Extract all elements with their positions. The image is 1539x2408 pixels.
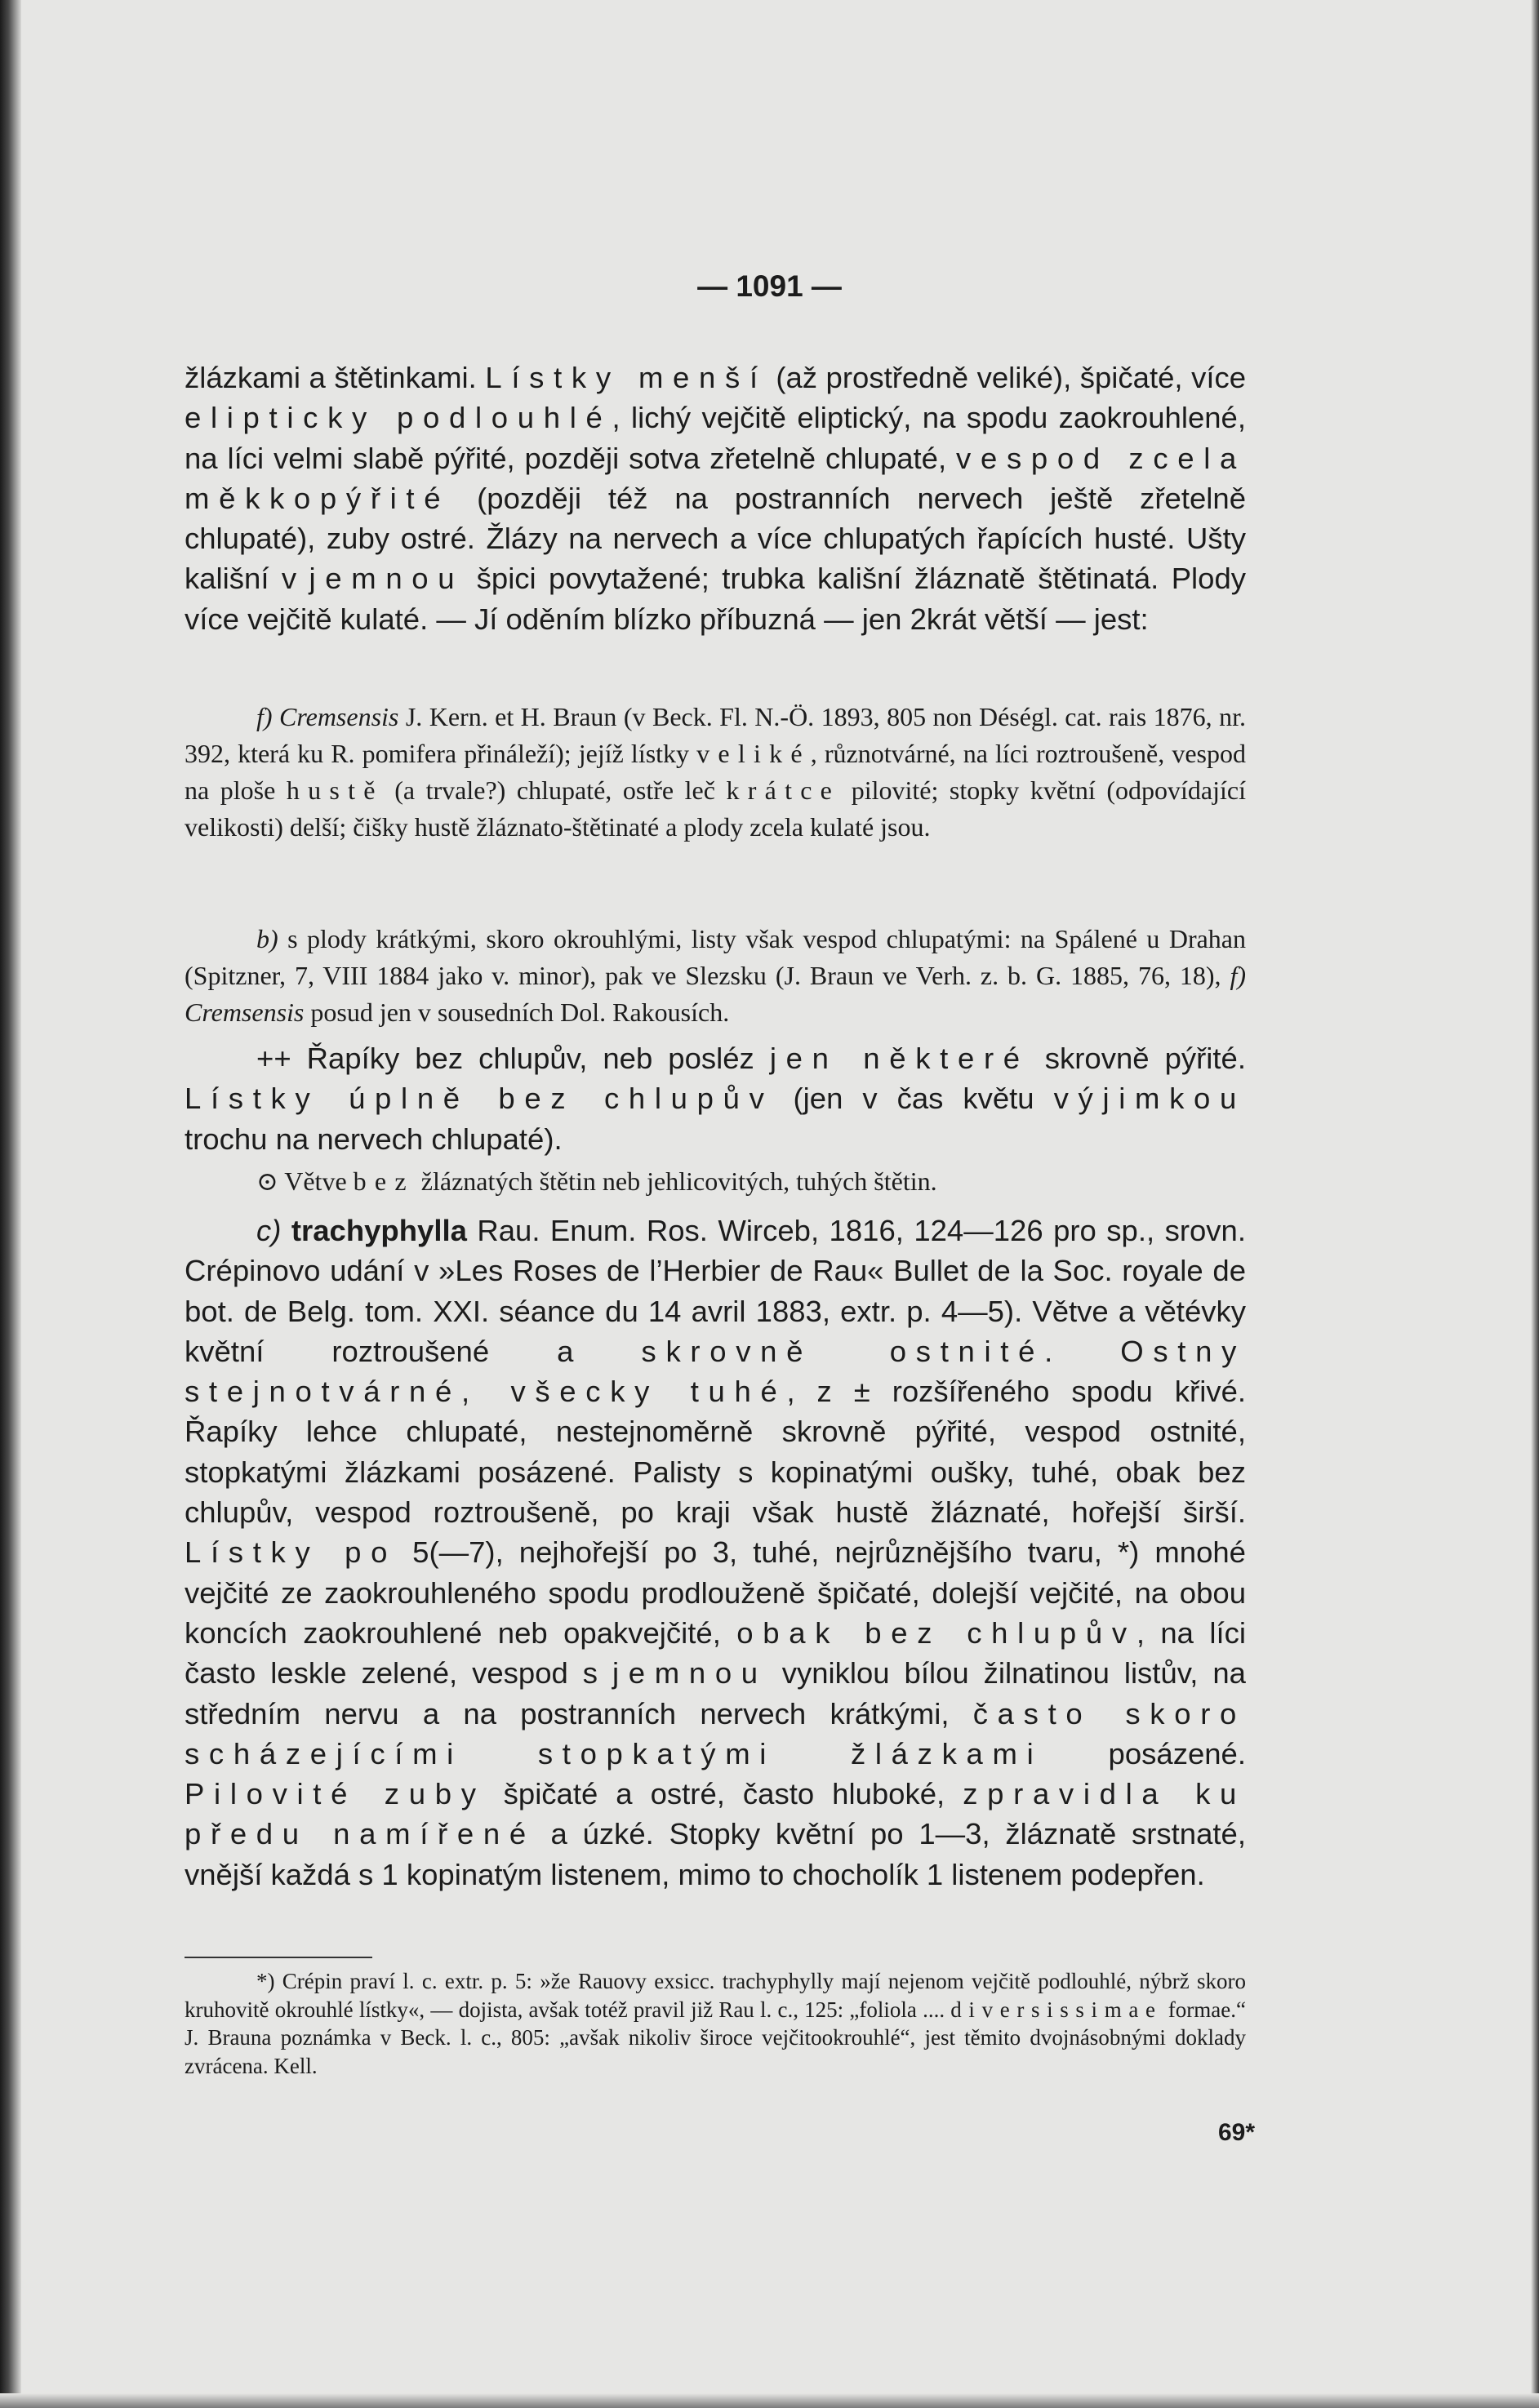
paragraph-cremsensis: f) Cremsensis J. Kern. et H. Braun (v Beck. Fl. N.-Ö. 1893, 805 non Déségl. cat. rais 1876, nr. 392, která ku R. pomifera přináleží); jejíž lístky veliké, různotvárné, na líci roztroušeně, vespod na ploše hustě (a trvale?) chlupaté, ostře leč krátce pilovité; stopky květní (odpovídající velikosti) delší; čišky hustě žláznato-štětinaté a plody zcela kulaté jsou. (185, 702, 1247, 842)
footnote: *) Crépin praví l. c. extr. p. 5: »že Rauovy exsicc. trachyphylly mají nejenom vejčitě podlouhlé, nýbrž skoro kruhovitě okrouhlé lístky«, — dojista, avšak totéž pravil již Rau l. c., 125: „foliola .... diversissimae formae.“ J. Brauna poznámka v Beck. l. c., 805: „avšak nikoliv široce vejčitookrouhlé“, jest těmito dvojnásobnými doklady zvrácena. Kell. (185, 1969, 1246, 2078)
paragraph-branches: ⊙ Větve bez žláznatých štětin neb jehlicovitých, tuhých štětin. (256, 1166, 937, 1196)
footnote-rule (185, 1957, 372, 1958)
page-number: — 1091 — (697, 269, 842, 303)
binding-shadow (0, 0, 21, 2408)
paragraph-leaf-description: žlázkami a štětinkami. Lístky menší (až prostředně veliké), špičaté, více elipticky podlouhlé, lichý vejčitě eliptický, na spodu zaokrouhlené, na líci velmi slabě pýřité, později sotva zřetelně chlupaté, vespod zcela měkkopýřité (později též na postranních nervech ještě zřetelně chlupaté), zuby ostré. Žlázy na nervech a více chlupatých řapících husté. Ušty kališní v jemnou špici povytažené; trubka kališní žláznatě štětinatá. Plody více vejčitě kulaté. — Jí oděním blízko příbuzná — jen 2krát větší — jest: (185, 361, 1247, 636)
paragraph-trachyphylla: c) trachyphylla Rau. Enum. Ros. Wirceb, 1816, 124—126 pro sp., srovn. Crépinovo udání v »Les Roses de l’Herbier de Rau« Bullet de la Soc. royale de bot. de Belg. tom. XXI. séance du 14 avril 1883, extr. p. 4—5). Větve a větévky květní roztroušené a skrovně ostnité. Ostny stejnotvárné, všecky tuhé, z ± rozšířeného spodu křivé. Řapíky lehce chlupaté, nestejnoměrně skrovně pýřité, vespod ostnité, stopkatými žlázkami posázené. Palisty s kopinatými oušky, tuhé, obak bez chlupův, vespod roztroušeně, po kraji však hustě žláznaté, hořejší širší. Lístky po 5(—7), nejhořejší po 3, tuhé, nejrůznějšího tvaru, *) mnohé vejčité ze zaokrouhleného spodu prodlouženě špičaté, dolejší vejčité, na obou koncích zaokrouhlené neb opakvejčité, obak bez chlupův, na líci často leskle zelené, vespod s jemnou vyniklou bílou žilnatinou listův, na středním nervu a na postranních nervech krátkými, často skoro scházejícími stopkatými žlázkami posázené. Pilovité zuby špičaté a ostré, často hluboké, zpravidla ku předu namířené a úzké. Stopky květní po 1—3, žláznatě srstnaté, vnější každá s 1 kopinatým listenem, mimo to chocholík 1 listenem podepřen. (185, 1214, 1247, 1891)
bottom-edge-shadow (0, 2393, 1539, 2408)
paragraph-petioles: ++ Řapíky bez chlupův, neb posléz jen některé skrovně pýřité. Lístky úplně bez chlupův (jen v čas květu výjimkou trochu na nervech chlupaté). (185, 1042, 1246, 1156)
edge-shadow (1531, 0, 1539, 2408)
paragraph-locations: b) s plody krátkými, skoro okrouhlými, listy však vespod chlupatými: na Spálené u Drahan (Spitzner, 7, VIII 1884 jako v. minor), pak ve Slezsku (J. Braun ve Verh. z. b. G. 1885, 76, 18), f) Cremsensis posud jen v sousedních Dol. Rakousích. (185, 924, 1246, 1027)
signature-mark: 69* (1217, 2119, 1255, 2146)
